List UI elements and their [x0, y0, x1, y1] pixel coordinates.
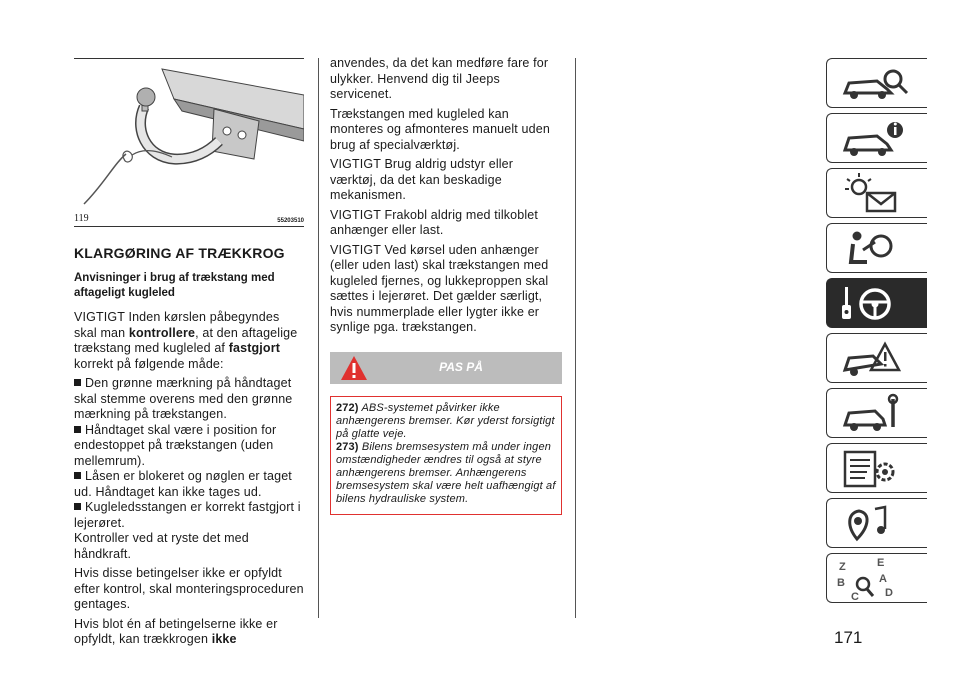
key-steering-wheel-icon [827, 279, 928, 329]
body-paragraph: VIGTIGT Brug aldrig udstyr eller værktøj, da det kan beskadige mekanismen. [330, 157, 514, 202]
car-crash-warning-icon [827, 334, 928, 384]
tab-car-info[interactable] [826, 113, 927, 163]
body-paragraph: VIGTIGT Ved kørsel uden anhænger (eller uden last) skal trækstangen med kugleled fjernes, og lukkeproppen skal sættes i lejerøret. Det gælder særligt, hvis nummerplade eller lygter ikke er synlige pga. trækstangen. [330, 242, 549, 334]
warning-box [330, 396, 562, 515]
check-item: Håndtaget skal være i position for endestoppet på trækstangen (uden mellemrum). [74, 422, 277, 468]
check-item: Den grønne mærkning på håndtaget skal stemme overens med den grønne mærkning på trækstangen. [74, 376, 293, 421]
section-heading: KLARGØRING AF TRÆKKROG [74, 245, 285, 261]
page-number: 171 [834, 628, 863, 647]
index-letter: E [877, 557, 885, 569]
chapter-tabs [826, 58, 928, 608]
check-item: Kugleledsstangen er korrekt fastgjort i lejerøret. [74, 500, 301, 530]
body-paragraph: VIGTIGT Frakobl aldrig med tilkoblet anhænger eller last. [330, 207, 539, 237]
checkbox-icon [74, 472, 81, 479]
checkbox-icon [74, 426, 81, 433]
condition-paragraph: Hvis blot én af betingelserne ikke er opfyldt, kan trækkrogen ikke [74, 616, 278, 646]
index-letter: A [879, 573, 887, 585]
warning-light-mail-icon [827, 169, 928, 219]
document-gear-icon [827, 444, 928, 494]
tab-index[interactable] [826, 553, 927, 603]
tab-technical-data[interactable] [826, 443, 927, 493]
figure-code: 55203510 [277, 218, 304, 224]
checkbox-icon [74, 379, 81, 386]
warning-title: PAS PÅ [439, 359, 483, 374]
figure-number: 119 [74, 213, 89, 224]
condition-paragraph-continued: anvendes, da det kan medføre fare for ulykker. Henvend dig til Jeeps servicenet. [330, 56, 549, 101]
index-letter: Z [839, 561, 846, 573]
body-paragraph: Trækstangen med kugleled kan monteres og afmonteres manuelt uden brug af specialværktøj. [330, 106, 550, 152]
car-info-icon [827, 114, 928, 164]
check-paragraph: Kontroller ved at ryste det med håndkraft. [74, 531, 249, 561]
tab-maintenance[interactable] [826, 388, 927, 438]
section-subheading: Anvisninger i brug af trækstang med aftageligt kugleled [74, 272, 275, 299]
car-search-icon [827, 59, 928, 109]
index-letter: D [885, 587, 893, 599]
warning-item: 273) Bilens bremsesystem må under ingen omstændigheder ændres til også at styre anhængerens bremser. Anhængerens bremsesystem skal være helt uafhængigt af bilens hydrauliske system. [336, 440, 556, 505]
column-divider [318, 58, 319, 618]
tab-emergency[interactable] [826, 333, 927, 383]
multimedia-location-icon [827, 499, 928, 549]
check-item: Låsen er blokeret og nøglen er taget ud. Håndtaget kan ikke tages ud. [74, 469, 292, 499]
index-letter: B [837, 577, 845, 589]
tab-car-search[interactable] [826, 58, 927, 108]
index-letter: C [851, 591, 859, 603]
right-column [330, 58, 562, 515]
checkbox-icon [74, 503, 81, 510]
left-column [74, 58, 304, 652]
warning-item: 272) ABS-systemet påvirker ikke anhængerens bremser. Kør yderst forsigtigt på glatte veje. [336, 401, 555, 440]
car-tools-icon [827, 389, 928, 439]
figure-caption [74, 213, 304, 227]
tab-multimedia[interactable] [826, 498, 927, 548]
airbag-seat-icon [827, 224, 928, 274]
warning-header [330, 352, 562, 384]
tow-hook-illustration [74, 59, 304, 211]
tab-start-driving[interactable] [826, 278, 927, 328]
alphabet-index-icon [827, 554, 928, 604]
tab-safety[interactable] [826, 223, 927, 273]
tow-hook-figure [74, 58, 304, 211]
tab-warning-lights[interactable] [826, 168, 927, 218]
intro-paragraph: VIGTIGT Inden kørslen påbegyndes skal man kontrollere, at den aftagelige trækstang med kugleled af fastgjort korrekt på følgende måde: [74, 310, 298, 371]
column-divider [575, 58, 576, 618]
fail-paragraph: Hvis disse betingelser ikke er opfyldt efter kontrol, skal monteringsproceduren gentages. [74, 566, 304, 611]
